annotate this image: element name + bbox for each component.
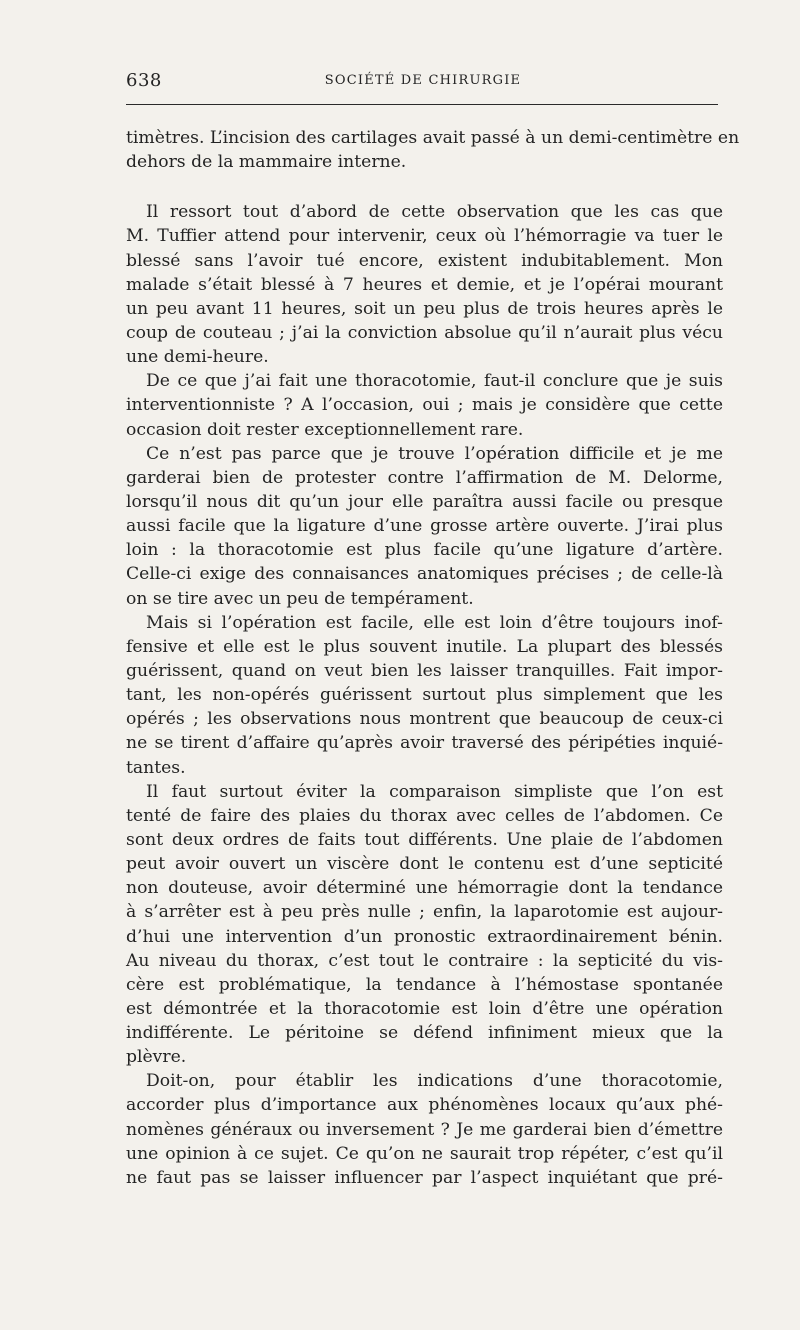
text-line: tantes. bbox=[126, 757, 186, 778]
text-line: Mais si l’opération est facile, elle est loin d’être toujours inof- bbox=[146, 612, 723, 633]
text-line: lorsqu’il nous dit qu’un jour elle paraîtra aussi facile ou presque bbox=[126, 491, 723, 512]
text-line: coup de couteau ; j’ai la conviction absolue qu’il n’aurait plus vécu bbox=[126, 322, 723, 343]
text-line: une demi-heure. bbox=[126, 347, 269, 368]
text-line: peut avoir ouvert un viscère dont le contenu est d’une septicité bbox=[126, 854, 723, 875]
text-line: est démontrée et la thoracotomie est loin d’être une opération bbox=[126, 998, 723, 1019]
text-line: aussi facile que la ligature d’une grosse artère ouverte. J’irai plus bbox=[126, 516, 723, 537]
text-line: fensive et elle est le plus souvent inutile. La plupart des blessés bbox=[126, 636, 723, 657]
text-line: indifférente. Le péritoine se défend infiniment mieux que la bbox=[126, 1023, 723, 1044]
text-line: Celle-ci exige des connaisances anatomiques précises ; de celle-là bbox=[126, 564, 723, 585]
text-line: M. Tuffier attend pour intervenir, ceux où l’hémorragie va tuer le bbox=[126, 226, 723, 247]
text-line: occasion doit rester exceptionnellement rare. bbox=[126, 419, 524, 440]
text-line: un peu avant 11 heures, soit un peu plus de trois heures après le bbox=[126, 298, 723, 319]
text-line: non douteuse, avoir déterminé une hémorragie dont la tendance bbox=[126, 878, 723, 899]
text-line: Il faut surtout éviter la comparaison simpliste que l’on est bbox=[146, 781, 723, 802]
text-line: plèvre. bbox=[126, 1047, 187, 1068]
text-line: malade s’était blessé à 7 heures et demie, et je l’opérai mourant bbox=[126, 274, 723, 295]
paragraph bbox=[126, 200, 723, 369]
text-line: accorder plus d’importance aux phénomènes locaux qu’aux phé- bbox=[126, 1095, 723, 1116]
paragraph bbox=[126, 780, 723, 1070]
text-line: guérissent, quand on veut bien les laisser tranquilles. Fait impor- bbox=[126, 660, 723, 681]
text-line: ne se tirent d’affaire qu’après avoir traversé des péripéties inquié- bbox=[126, 733, 723, 754]
paragraph bbox=[126, 442, 723, 611]
text-line: garderai bien de protester contre l’affirmation de M. Delorme, bbox=[126, 467, 723, 488]
text-line: Doit-on, pour établir les indications d’une thoracotomie, bbox=[146, 1071, 723, 1092]
text-line: tant, les non-opérés guérissent surtout plus simplement que les bbox=[126, 685, 723, 706]
text-line: à s’arrêter est à peu près nulle ; enfin, la laparotomie est aujour- bbox=[126, 902, 723, 923]
text-line: ne faut pas se laisser influencer par l’aspect inquiétant que pré- bbox=[126, 1167, 723, 1188]
text-line: Au niveau du thorax, c’est tout le contraire : la septicité du vis- bbox=[126, 950, 723, 971]
header-rule bbox=[126, 104, 718, 105]
text-line: interventionniste ? A l’occasion, oui ; mais je considère que cette bbox=[126, 395, 723, 416]
paragraph bbox=[126, 611, 723, 780]
text-line: sont deux ordres de faits tout différents. Une plaie de l’abdomen bbox=[126, 829, 723, 850]
text-line: blessé sans l’avoir tué encore, existent indubitablement. Mon bbox=[126, 250, 723, 271]
text-line: une opinion à ce sujet. Ce qu’on ne saurait trop répéter, c’est qu’il bbox=[126, 1143, 723, 1164]
text-line: Ce n’est pas parce que je trouve l’opération difficile et je me bbox=[146, 443, 723, 464]
text-line: on se tire avec un peu de tempérament. bbox=[126, 588, 474, 609]
text-line: nomènes généraux ou inversement ? Je me garderai bien d’émettre bbox=[126, 1119, 723, 1140]
running-title: SOCIÉTÉ DE CHIRURGIE bbox=[324, 73, 522, 88]
text-line: loin : la thoracotomie est plus facile qu’une ligature d’artère. bbox=[126, 540, 723, 561]
page-header bbox=[126, 70, 720, 96]
paragraph bbox=[126, 369, 723, 441]
paragraph bbox=[126, 1069, 723, 1190]
text-line: cère est problématique, la tendance à l’hémostase spontanée bbox=[126, 974, 723, 995]
text-line: Il ressort tout d’abord de cette observation que les cas que bbox=[146, 202, 723, 223]
text-line: De ce que j’ai fait une thoracotomie, faut-il conclure que je suis bbox=[146, 371, 723, 392]
text-line: timètres. L’incision des cartilages avait passé à un demi-centimètre en bbox=[126, 128, 740, 148]
text-line: d’hui une intervention d’un pronostic extraordinairement bénin. bbox=[126, 926, 723, 947]
body-text bbox=[126, 126, 740, 1190]
text-line: opérés ; les observations nous montrent que beaucoup de ceux-ci bbox=[126, 709, 723, 730]
paragraph-gap bbox=[126, 174, 723, 200]
page-number: 638 bbox=[126, 70, 162, 91]
paragraph bbox=[126, 126, 740, 174]
text-line: tenté de faire des plaies du thorax avec celles de l’abdomen. Ce bbox=[126, 805, 723, 826]
text-line: dehors de la mammaire interne. bbox=[126, 152, 407, 173]
